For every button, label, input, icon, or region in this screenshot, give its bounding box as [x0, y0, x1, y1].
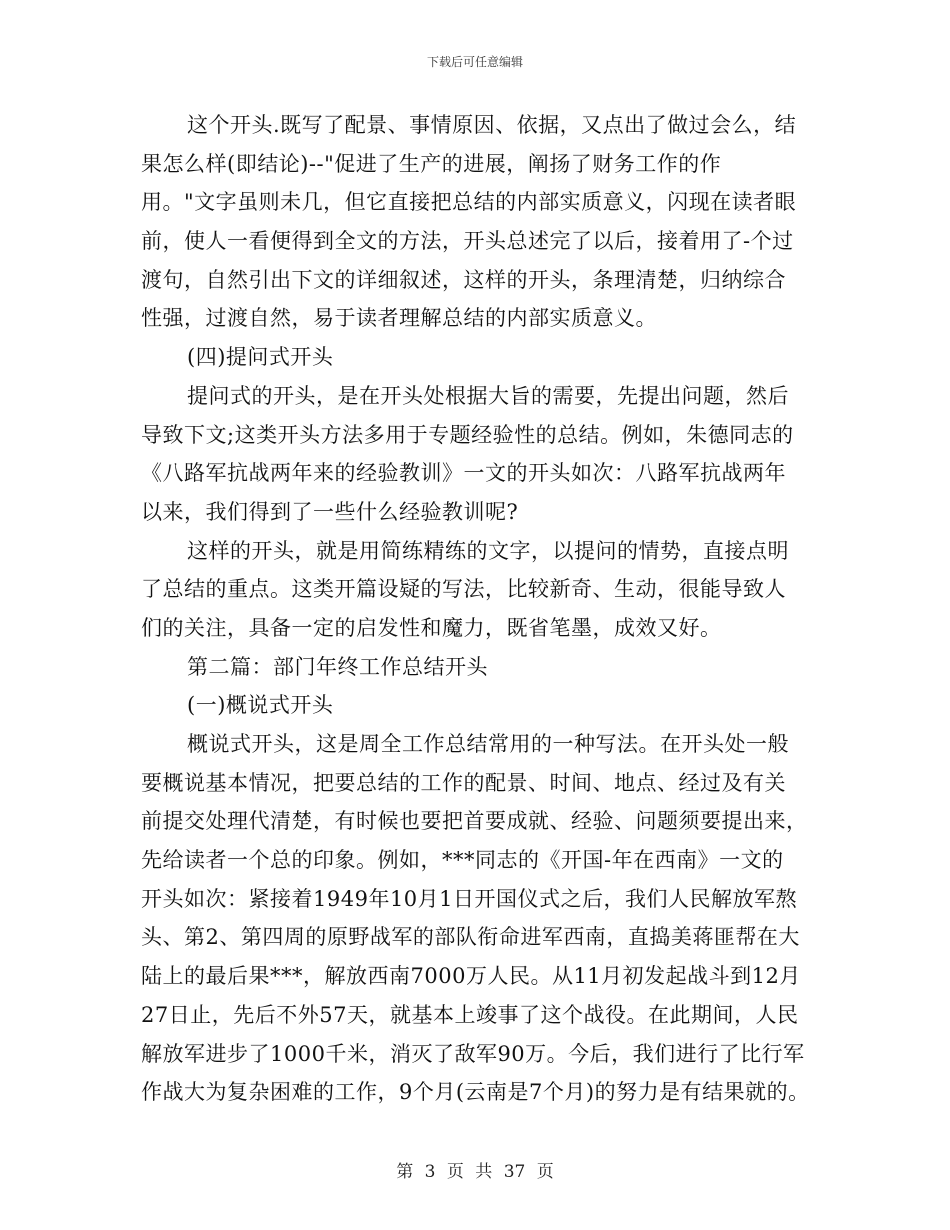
paragraph-line: 前，使人一看便得到全文的方法，开头总述完了以后，接着用了-个过	[141, 229, 794, 254]
paragraph-line: 要概说基本情况，把要总结的工作的配景、时间、地点、经过及有关	[141, 770, 786, 795]
paragraph-line: 这样的开头，就是用简练精练的文字，以提问的情势，直接点明	[187, 538, 789, 563]
section-heading: (四)提问式开头	[187, 345, 334, 370]
paragraph-line: 开头如次：紧接着1949年10月1日开国仪式之后，我们人民解放军熬	[141, 886, 798, 911]
paragraph-line: 解放军进步了1000千米，消灭了敌军90万。今后，我们进行了比行军	[141, 1041, 805, 1066]
paragraph-line: 这个开头.既写了配景、事情原因、依据，又点出了做过会么，结	[187, 113, 797, 137]
paragraph-line: 提问式的开头，是在开头处根据大旨的需要，先提出问题，然后	[187, 383, 789, 408]
paragraph-line: 以来，我们得到了一些什么经验教训呢?	[141, 499, 519, 524]
paragraph-line: 果怎么样(即结论)--"促进了生产的进展，阐扬了财务工作的作	[141, 151, 722, 176]
paragraph-line: 导致下文;这类开头方法多用于专题经验性的总结。例如，朱德同志的	[141, 422, 794, 447]
paragraph-line: 头、第2、第四周的原野战军的部队衔命进军西南，直捣美蒋匪帮在大	[141, 925, 800, 950]
page-number-footer: 第 3 页 共 37 页	[396, 1162, 554, 1182]
page-header: 下载后可任意编辑	[426, 55, 523, 69]
paragraph-line: 渡句，自然引出下文的详细叙述，这样的开头，条理清楚，归纳综合	[141, 267, 786, 292]
section-heading: (一)概说式开头	[187, 693, 334, 718]
paragraph-line: 用。"文字虽则未几，但它直接把总结的内部实质意义，闪现在读者眼	[141, 190, 797, 215]
paragraph-line: 作战大为复杂困难的工作，9个月(云南是7个月)的努力是有结果就的。	[141, 1080, 810, 1105]
paragraph-line: 们的关注，具备一定的启发性和魔力，既省笔墨，成效又好。	[141, 615, 722, 640]
paragraph-line: 《八路军抗战两年来的经验教训》一文的开头如次：八路军抗战两年	[141, 461, 786, 486]
paragraph-line: 陆上的最后果***，解放西南7000万人民。从11月初发起战斗到12月	[141, 964, 801, 989]
paragraph-line: 性强，过渡自然，易于读者理解总结的内部实质意义。	[141, 306, 657, 331]
paragraph-line: 概说式开头，这是周全工作总结常用的一种写法。在开头处一般	[187, 732, 789, 756]
paragraph-line: 先给读者一个总的印象。例如，***同志的《开国-年在西南》一文的	[141, 848, 784, 873]
section-heading: 第二篇：部门年终工作总结开头	[187, 654, 488, 679]
paragraph-line: 前提交处理代清楚，有时候也要把首要成就、经验、问题须要提出来，	[141, 809, 808, 834]
paragraph-line: 了总结的重点。这类开篇设疑的写法，比较新奇、生动，很能导致人	[141, 577, 786, 602]
document-body	[141, 106, 831, 1112]
paragraph-line: 27日止，先后不外57天，就基本上竣事了这个战役。在此期间，人民	[141, 1002, 799, 1027]
